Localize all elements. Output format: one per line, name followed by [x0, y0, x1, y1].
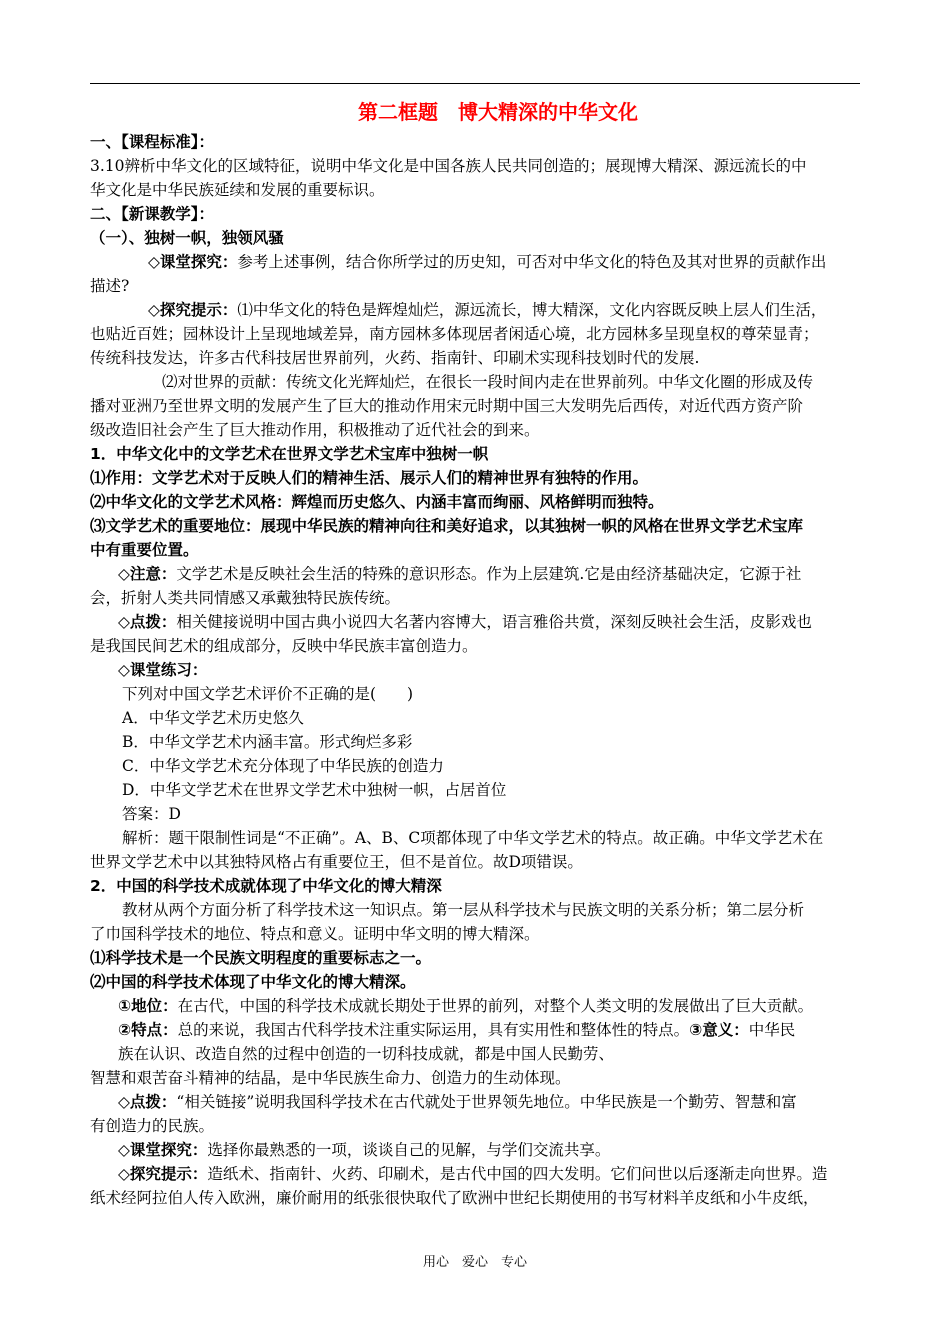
position-text: 在古代，中国的科学技术成就长期处于世界的前列，对整个人类文明的发展做出了巨大贡献。 [177, 997, 814, 1015]
question-explanation: 解析：题干限制性词是“不正确”。A、B、C项都体现了中华文学艺术的特点。故正确。中华文学艺术在 [122, 829, 824, 847]
tip-paragraph [90, 1090, 862, 1114]
paragraph-line: 教材从两个方面分析了科学技术这一知识点。第一层从科学技术与民族文明的关系分析；第二层分析 [122, 901, 805, 919]
features-text: 总的来说，我国古代科学技术注重实际运用，具有实用性和整体性的特点。 [177, 1021, 690, 1039]
features-paragraph [90, 1018, 862, 1042]
point-item: 中有重要位置。 [90, 541, 199, 559]
question-answer: 答案：D [122, 805, 181, 823]
paragraph-line: 有创造力的民族。 [90, 1117, 215, 1135]
position-paragraph [90, 994, 862, 1018]
tip-label: ◇点拨： [118, 613, 177, 631]
note-label: ◇注意： [118, 565, 177, 583]
question-option: D．中华文学艺术在世界文学艺术中独树一帜，占居首位 [122, 781, 507, 799]
point-item: ⑴作用：文学艺术对于反映人们的精神生活、展示人们的精神世界有独特的作用。 [90, 469, 649, 487]
paragraph-line: 也贴近百姓；园林设计上呈现地域差异，南方园林多体现居者闲适心境，北方园林多呈现皇权的尊荣显青； [90, 325, 819, 343]
explore-label: ◇课堂探究： [148, 253, 238, 271]
point-item: ⑵中华文化的文学艺术风格：辉煌而历史悠久、内涵丰富而绚丽、风格鲜明而独特。 [90, 493, 664, 511]
hint-paragraph [90, 1162, 862, 1186]
tip-paragraph [90, 610, 862, 634]
note-paragraph [90, 562, 862, 586]
subsection-heading: （一）、独树一帜，独领风骚 [90, 229, 284, 247]
meaning-text: 中华民 [748, 1021, 796, 1039]
explore-text: 参考上述事例，结合你所学过的历史知，可否对中华文化的特色及其对世界的贡献作出 [237, 253, 827, 271]
point-item: ⑶文学艺术的重要地位：展现中华民族的精神向往和美好追求，以其独树一帜的风格在世界文学艺术宝库 [90, 517, 804, 535]
hint-text: 造纸术、指南针、火药、印刷术，是古代中国的四大发明。它们问世以后逐渐走向世界。造 [207, 1165, 828, 1183]
practice-label: ◇课堂练习： [118, 661, 208, 679]
paragraph-line: 会，折射人类共同情感又承戴独特民族传统。 [90, 589, 401, 607]
paragraph-line: 3.10辨析中华文化的区域特征，说明中华文化是中国各族人民共同创造的；展现博大精深、源远流长的中 [90, 157, 807, 175]
paragraph-line: 纸术经阿拉伯人传入欧洲，廉价耐用的纸张很快取代了欧洲中世纪长期使用的书写材料羊皮纸和小牛皮纸， [90, 1189, 819, 1207]
hint-text: ⑴中华文化的特色是辉煌灿烂，源远流长，博大精深，文化内容既反映上层人们生活， [237, 301, 827, 319]
point-heading: 1．中华文化中的文学艺术在世界文学艺术宝库中独树一帜 [90, 445, 489, 463]
position-label: ①地位： [118, 997, 178, 1015]
meaning-label: ③意义： [689, 1021, 749, 1039]
question-option: A．中华文学艺术历史悠久 [122, 709, 304, 727]
explore-paragraph [90, 1138, 862, 1162]
page-footer: 用心 爱心 专心 [422, 1255, 527, 1270]
paragraph-line: 了巾国科学技术的地位、特点和意义。证明中华文明的博大精深。 [90, 925, 540, 943]
paragraph-line: 级改造旧社会产生了巨大推动作用，积极推动了近代社会的到来。 [90, 421, 540, 439]
paragraph-line: ⑵对世界的贡献：传统文化光辉灿烂，在很长一段时间内走在世界前列。中华文化圈的形成及传 [162, 373, 814, 391]
page-title: 第二框题 博大精深的中华文化 [358, 100, 638, 124]
paragraph-line: 族在认识、改造自然的过程中创造的一切科技成就，都是中国人民勤劳、 [118, 1045, 615, 1063]
paragraph-line: 传统科技发达，许多古代科技居世界前列，火药、指南针、印刷术实现科技划时代的发展. [90, 349, 700, 367]
point-item: ⑵中国的科学技术体现了中华文化的博大精深。 [90, 973, 416, 991]
question-option: C．中华文学艺术充分体现了中华民族的创造力 [122, 757, 444, 775]
question-option: B．中华文学艺术内涵丰富。形式绚烂多彩 [122, 733, 413, 751]
point-heading: 2．中国的科学技术成就体现了中华文化的博大精深 [90, 877, 442, 895]
section-heading-standards: 一、【课程标准】： [90, 133, 215, 151]
section-heading-teaching: 二、【新课教学】： [90, 205, 215, 223]
hint-paragraph [90, 298, 862, 322]
point-item: ⑴科学技术是一个民族文明程度的重要标志之一。 [90, 949, 432, 967]
explore-text: 选择你最熟悉的一项，谈谈自己的见解，与学们交流共享。 [207, 1141, 611, 1159]
header-rule [90, 83, 860, 84]
tip-label: ◇点拨： [118, 1093, 177, 1111]
question-stem: 下列对中国文学艺术评价不正确的是( ) [122, 685, 414, 703]
paragraph-line: 描述? [90, 277, 130, 295]
paragraph-line: 世界文学艺术中以其独特风格占有重要位王，但不是首位。故D项错误。 [90, 853, 583, 871]
hint-label: ◇探究提示： [148, 301, 238, 319]
explore-label: ◇课堂探究： [118, 1141, 208, 1159]
features-label: ②特点： [118, 1021, 178, 1039]
note-text: 文学艺术是反映社会生活的特殊的意识形态。作为上层建筑.它是由经济基础决定，它源于社 [176, 565, 802, 583]
paragraph-line: 是我国民间艺术的组成部分，反映中华民族丰富创造力。 [90, 637, 478, 655]
paragraph-line: 智慧和艰苦奋斗精神的结晶，是中华民族生命力、创造力的生动体现。 [90, 1069, 571, 1087]
tip-text: 相关健接说明中国古典小说四大名著内容博大，语言雅俗共赏，深刻反映社会生活，皮影戏也 [176, 613, 812, 631]
hint-label: ◇探究提示： [118, 1165, 208, 1183]
paragraph-line: 播对亚洲乃至世界文明的发展产生了巨大的推动作用宋元时期中国三大发明先后西传，对近代西方资产阶 [90, 397, 804, 415]
explore-paragraph [90, 250, 862, 274]
tip-text: “相关链接”说明我国科学技术在古代就处于世界领先地位。中华民族是一个勤劳、智慧和富 [176, 1093, 797, 1111]
paragraph-line: 华文化是中华民族延续和发展的重要标识。 [90, 181, 385, 199]
document-body [90, 130, 862, 1210]
